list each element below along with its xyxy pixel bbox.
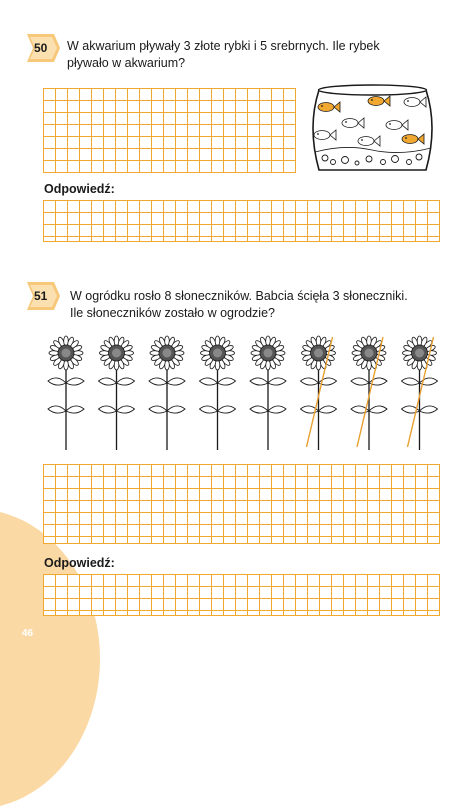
sunflower-icon xyxy=(149,336,185,450)
sunflower-icon xyxy=(351,336,387,450)
sunflower-icon xyxy=(301,336,337,450)
task-text xyxy=(67,38,380,72)
page-number: 46 xyxy=(22,628,34,639)
calculation-grid[interactable] xyxy=(43,88,296,173)
page-corner-decoration xyxy=(0,509,100,809)
sunflower-icon xyxy=(250,336,286,450)
sunflower-icon xyxy=(200,336,236,450)
answer-label: Odpowiedź: xyxy=(44,556,115,570)
calculation-grid[interactable] xyxy=(43,464,440,544)
task-number: 51 xyxy=(34,289,48,303)
sunflower-icon xyxy=(402,336,438,450)
task-text-line: Ile słoneczników zostało w ogrodzie? xyxy=(70,306,275,320)
task-text-line: W akwarium pływały 3 złote rybki i 5 srebrnych. Ile rybek xyxy=(67,39,380,53)
task-text-line: W ogródku rosło 8 słoneczników. Babcia ścięła 3 słoneczniki. xyxy=(70,289,408,303)
task-number-badge xyxy=(24,279,62,313)
sunflower-icon xyxy=(99,336,135,450)
task-text xyxy=(70,288,408,322)
answer-grid[interactable] xyxy=(43,574,440,616)
task-text-line: pływało w akwarium? xyxy=(67,56,186,70)
answer-label: Odpowiedź: xyxy=(44,182,115,196)
task-number: 50 xyxy=(34,41,48,55)
answer-grid[interactable] xyxy=(43,200,440,242)
sunflowers-illustration xyxy=(40,335,445,455)
aquarium-icon xyxy=(305,82,440,177)
sunflower-icon xyxy=(48,336,84,450)
task-number-badge xyxy=(24,31,62,65)
